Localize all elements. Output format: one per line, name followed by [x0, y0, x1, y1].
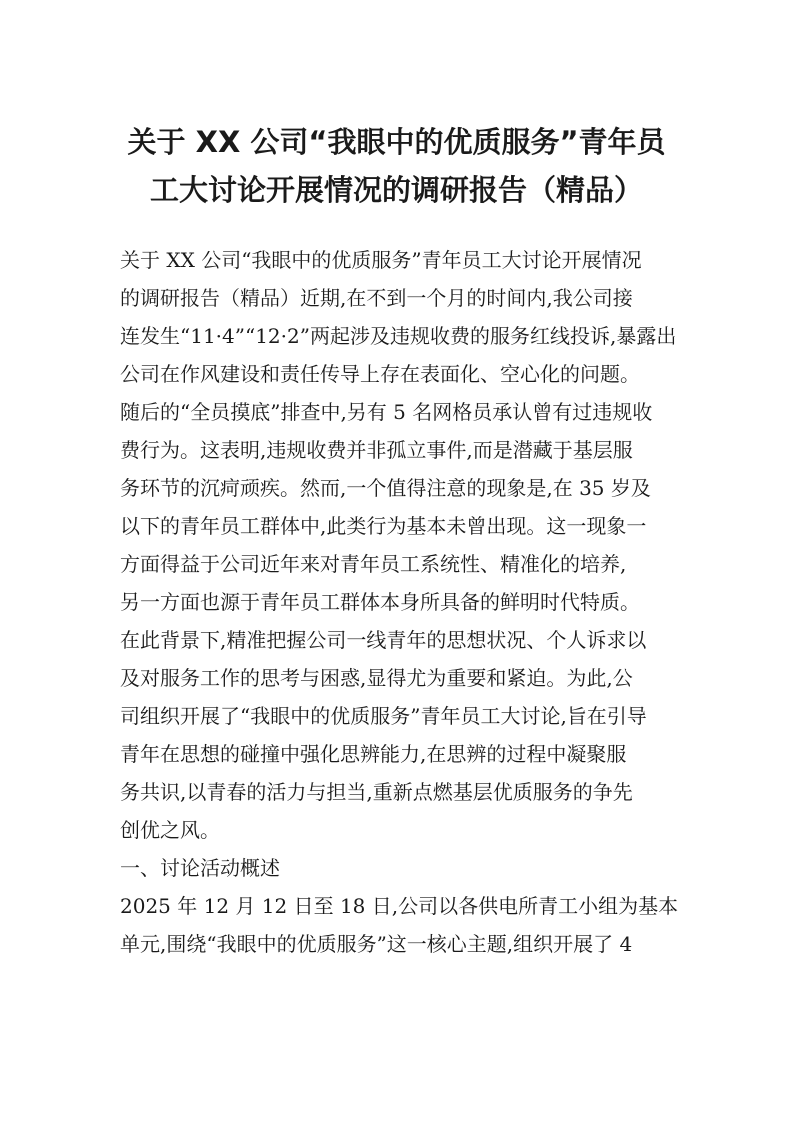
- body-line: 公司在作风建设和责任传导上存在表面化、空心化的问题。: [120, 362, 640, 386]
- body-line: 2025 年 12 月 12 日至 18 日,公司以各供电所青工小组为基本: [120, 894, 679, 918]
- body-line: 务共识,以青春的活力与担当,重新点燃基层优质服务的争先: [120, 780, 633, 804]
- body-line: 司组织开展了“我眼中的优质服务”青年员工大讨论,旨在引导: [120, 704, 647, 728]
- section-heading: 一、讨论活动概述: [120, 856, 280, 880]
- body-line: 关于 XX 公司“我眼中的优质服务”青年员工大讨论开展情况: [120, 248, 642, 272]
- document-title-line-1: 关于 XX 公司“我眼中的优质服务”青年员: [127, 125, 666, 159]
- body-line: 方面得益于公司近年来对青年员工系统性、精准化的培养,: [120, 552, 627, 576]
- body-line: 单元,围绕“我眼中的优质服务”这一核心主题,组织开展了 4: [120, 932, 633, 956]
- document-title-line-2: 工大讨论开展情况的调研报告（精品）: [149, 173, 643, 207]
- body-line: 及对服务工作的思考与困惑,显得尤为重要和紧迫。为此,公: [120, 666, 633, 690]
- body-line: 连发生“11·4”“12·2”两起涉及违规收费的服务红线投诉,暴露出: [120, 324, 677, 348]
- body-line: 在此背景下,精准把握公司一线青年的思想状况、个人诉求以: [120, 628, 647, 652]
- body-line: 青年在思想的碰撞中强化思辨能力,在思辨的过程中凝聚服: [120, 742, 627, 766]
- body-line: 随后的“全员摸底”排查中,另有 5 名网格员承认曾有过违规收: [120, 400, 653, 424]
- body-line: 费行为。这表明,违规收费并非孤立事件,而是潜藏于基层服: [120, 438, 633, 462]
- body-line: 的调研报告（精品）近期,在不到一个月的时间内,我公司接: [120, 286, 633, 310]
- body-line: 以下的青年员工群体中,此类行为基本未曾出现。这一现象一: [120, 514, 647, 538]
- body-line: 务环节的沉疴顽疾。然而,一个值得注意的现象是,在 35 岁及: [120, 476, 651, 500]
- body-line: 创优之风。: [120, 818, 220, 842]
- body-line: 另一方面也源于青年员工群体本身所具备的鲜明时代特质。: [120, 590, 640, 614]
